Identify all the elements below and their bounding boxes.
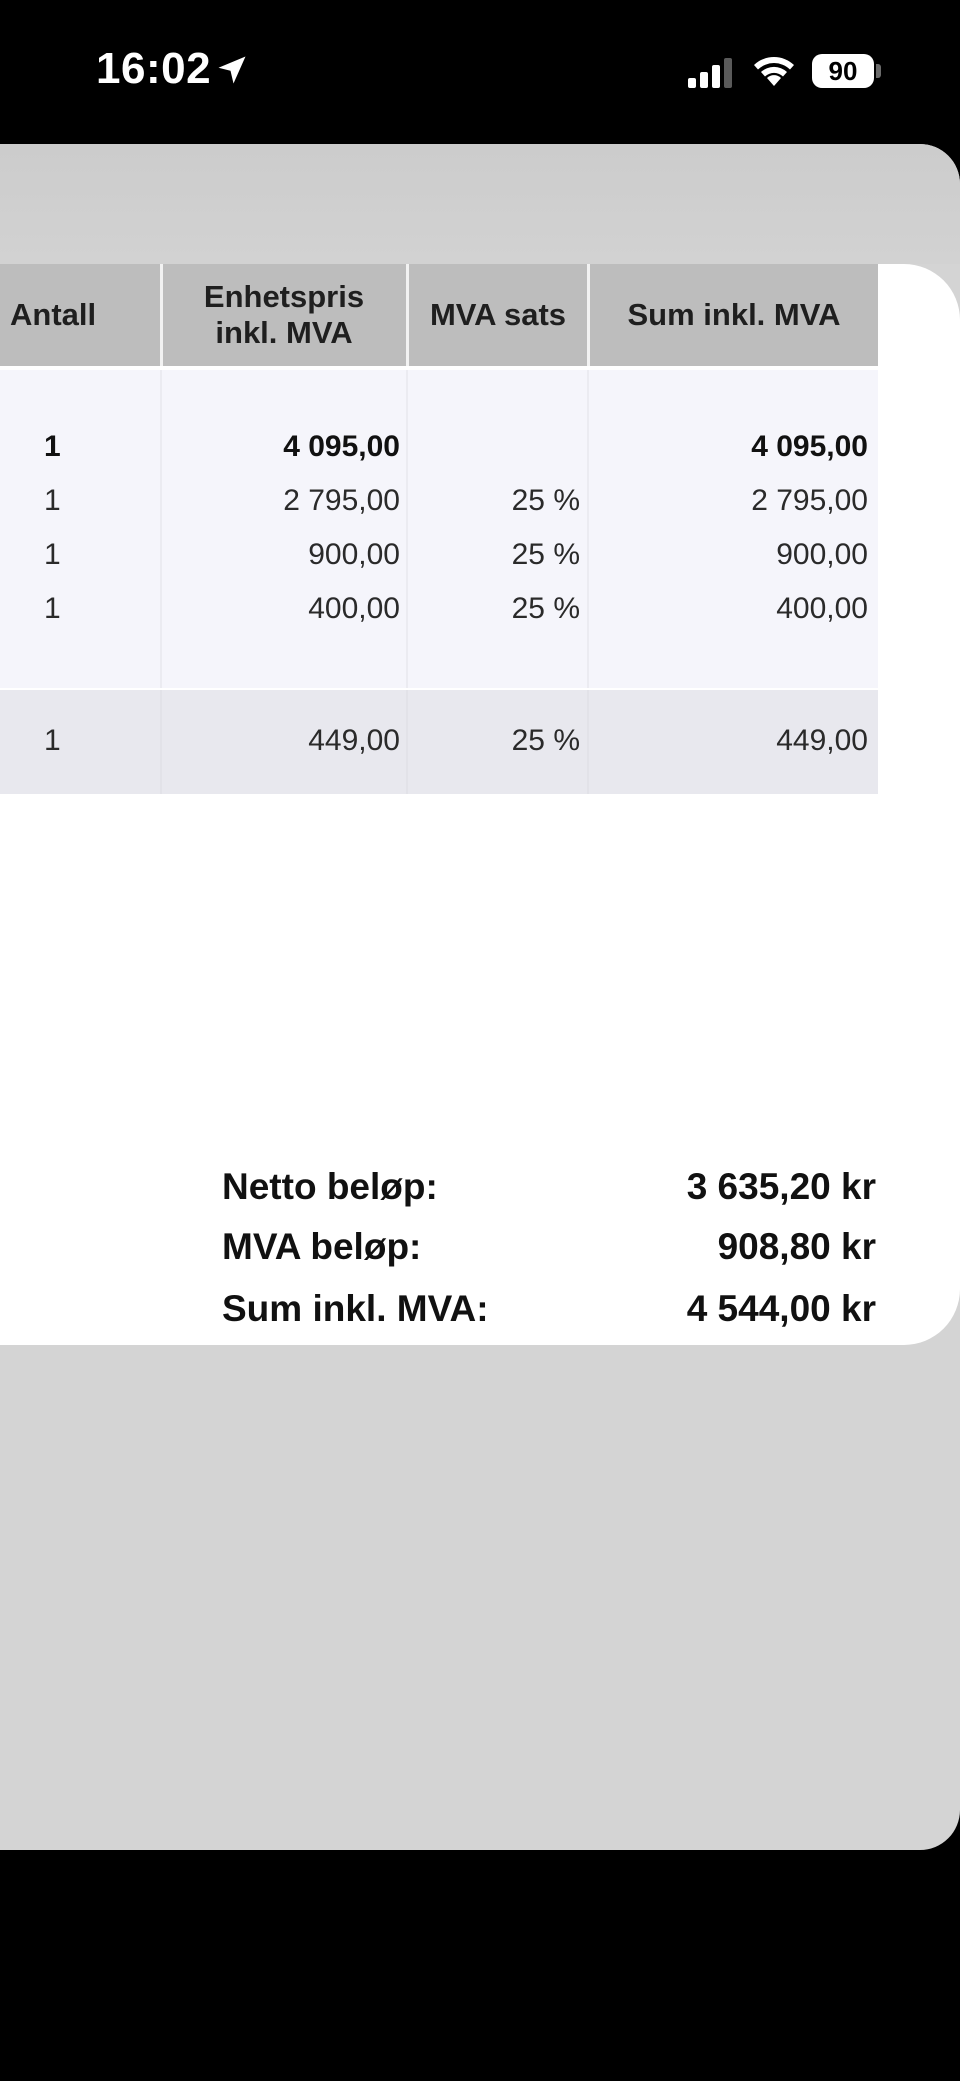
cell-unit-price: 900,00 <box>308 538 400 571</box>
cell-sum: 4 095,00 <box>751 430 868 463</box>
net-amount-value: 3 635,20 kr <box>686 1166 876 1207</box>
cell-vat-rate: 25 % <box>511 538 580 571</box>
battery-indicator: 90 <box>812 54 874 88</box>
cell-quantity: 1 <box>44 592 61 625</box>
wifi-icon <box>752 52 796 88</box>
cell-unit-price: 400,00 <box>308 592 400 625</box>
location-arrow-icon <box>214 52 250 88</box>
cell-quantity: 1 <box>44 724 61 757</box>
cell-sum: 900,00 <box>776 538 868 571</box>
invoice-document <box>0 264 960 1345</box>
total-sum-value: 4 544,00 kr <box>686 1288 876 1329</box>
cell-quantity: 1 <box>44 430 61 463</box>
cell-vat-rate: 25 % <box>511 592 580 625</box>
header-unit-price <box>163 264 405 366</box>
cell-unit-price: 449,00 <box>308 724 400 757</box>
table-row <box>0 530 878 584</box>
totals-sum-row <box>0 1288 960 1345</box>
header-sum: Sum inkl. MVA <box>627 297 841 333</box>
header-unit-price-label: Enhetspris inkl. MVA <box>203 279 365 350</box>
total-sum-label: Sum inkl. MVA: <box>222 1288 489 1329</box>
vat-amount-value: 908,80 kr <box>717 1226 876 1267</box>
cell-unit-price: 4 095,00 <box>283 430 400 463</box>
status-time: 16:02 <box>96 44 212 93</box>
photo-card <box>0 144 960 1850</box>
status-bar <box>0 0 960 140</box>
cell-quantity: 1 <box>44 484 61 517</box>
vat-amount-label: MVA beløp: <box>222 1226 422 1267</box>
net-amount-label: Netto beløp: <box>222 1166 438 1207</box>
table-header <box>0 264 878 366</box>
table-row <box>0 476 878 530</box>
table-row <box>0 422 878 476</box>
cell-quantity: 1 <box>44 538 61 571</box>
battery-tip <box>876 64 881 78</box>
cell-sum: 400,00 <box>776 592 868 625</box>
table-row <box>0 584 878 638</box>
header-quantity: Antall <box>10 297 97 333</box>
cell-unit-price: 2 795,00 <box>283 484 400 517</box>
cell-vat-rate: 25 % <box>511 724 580 757</box>
cell-sum: 449,00 <box>776 724 868 757</box>
totals-net-row <box>0 1166 960 1226</box>
cell-vat-rate: 25 % <box>511 484 580 517</box>
card-top-band <box>0 144 960 264</box>
header-vat-rate: MVA sats <box>429 297 567 333</box>
table-body <box>0 370 878 688</box>
cellular-signal-icon <box>688 56 734 88</box>
cell-sum: 2 795,00 <box>751 484 868 517</box>
bottom-background <box>0 1850 960 2081</box>
table-body-secondary <box>0 690 878 794</box>
totals-vat-row <box>0 1226 960 1286</box>
table-row <box>0 716 878 770</box>
